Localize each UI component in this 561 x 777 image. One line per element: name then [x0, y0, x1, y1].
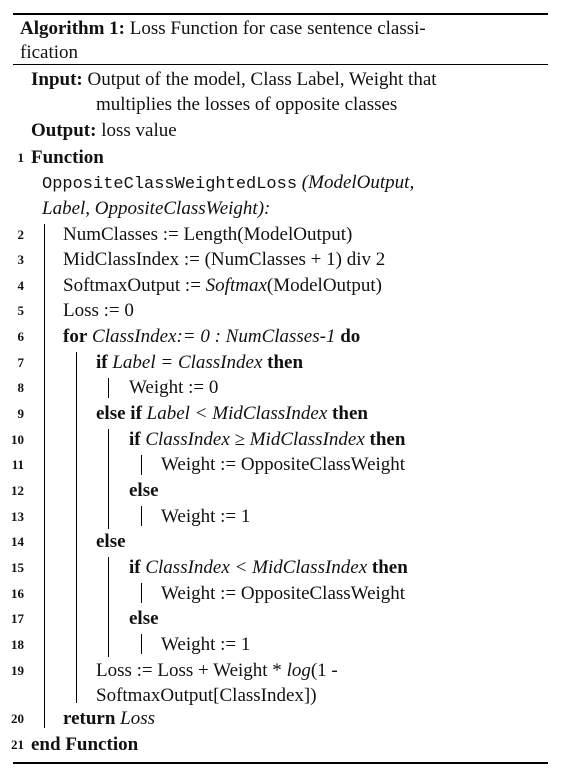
then-keyword: then — [371, 557, 408, 578]
inner-else-bar — [141, 506, 142, 526]
for-keyword: for — [63, 326, 88, 347]
line-4-a: SoftmaxOutput := — [63, 275, 206, 296]
line-16: Weight := OppositeClassWeight — [161, 583, 406, 604]
line-number: 13 — [11, 509, 24, 524]
output-label: Output: — [31, 120, 97, 141]
if-condition: ClassIndex < MidClassIndex — [145, 557, 368, 578]
line-number: 10 — [11, 432, 24, 447]
line-17: else — [129, 608, 159, 629]
line-number: 9 — [17, 406, 24, 421]
line-19-c: (1 - — [310, 660, 338, 681]
line-19-cont: SoftmaxOutput[ClassIndex]) — [96, 685, 317, 706]
input-text-cont: multiplies the losses of opposite classes — [96, 94, 398, 115]
line-number: 16 — [11, 586, 24, 601]
for-condition: ClassIndex:= 0 : NumClasses-1 — [92, 326, 336, 347]
line-18: Weight := 1 — [161, 634, 251, 655]
line-19 — [96, 659, 338, 683]
function-signature — [42, 171, 414, 197]
do-keyword: do — [340, 326, 361, 347]
input-line — [31, 68, 437, 92]
line-number: 2 — [17, 227, 24, 242]
line-number: 21 — [11, 737, 24, 752]
then-keyword: then — [267, 352, 304, 373]
line-12: else — [129, 480, 159, 501]
log-func: log — [286, 660, 311, 681]
if-keyword: if — [129, 429, 141, 450]
line-13: Weight := 1 — [161, 506, 251, 527]
line-number: 19 — [11, 663, 24, 678]
output-text: loss value — [101, 120, 177, 141]
then-keyword: then — [369, 429, 406, 450]
line-number: 8 — [17, 380, 24, 395]
line-number: 6 — [17, 329, 24, 344]
else-if-keyword: else if — [96, 403, 142, 424]
caption-text: Loss Function for case sentence classi- — [129, 18, 426, 39]
line-11: Weight := OppositeClassWeight — [161, 454, 406, 475]
else-if-condition: Label < MidClassIndex — [146, 403, 328, 424]
softmax-func: Softmax — [205, 275, 267, 296]
line-number: 7 — [17, 355, 24, 370]
line-number: 14 — [11, 534, 24, 549]
line-15 — [129, 556, 408, 580]
else-if-block-bar — [108, 429, 109, 529]
line-3: MidClassIndex := (NumClasses + 1) div 2 — [63, 249, 386, 270]
line-9 — [96, 402, 368, 426]
if-keyword: if — [96, 352, 108, 373]
line-number: 4 — [17, 278, 24, 293]
line-number: 18 — [11, 637, 24, 652]
then-keyword: then — [332, 403, 368, 424]
algorithm-caption — [20, 17, 426, 41]
bottom-rule — [13, 762, 548, 764]
input-text: Output of the model, Class Label, Weight that — [87, 69, 437, 90]
if-keyword: if — [129, 557, 141, 578]
line-10 — [129, 428, 405, 452]
line-2: NumClasses := Length(ModelOutput) — [63, 224, 353, 245]
line-19-a: Loss := Loss + Weight * — [96, 660, 287, 681]
for-block-bar — [76, 352, 77, 703]
line-5: Loss := 0 — [63, 300, 134, 321]
line-8: Weight := 0 — [129, 377, 219, 398]
output-line — [31, 119, 177, 143]
function-params: (ModelOutput, — [301, 172, 415, 193]
caption-label: Algorithm 1: — [20, 18, 126, 39]
line-20 — [63, 707, 155, 731]
function-block-bar — [44, 224, 45, 728]
caption-rule — [13, 64, 548, 65]
input-label: Input: — [31, 69, 83, 90]
function-name: OppositeClassWeightedLoss — [42, 175, 298, 194]
inner-else-bar-2 — [141, 634, 142, 654]
line-number: 12 — [11, 483, 24, 498]
function-keyword: Function — [31, 147, 104, 168]
line-7 — [96, 351, 303, 375]
line-number: 15 — [11, 560, 24, 575]
function-params-cont: Label, OppositeClassWeight): — [42, 198, 271, 219]
top-rule — [13, 13, 548, 15]
line-14: else — [96, 531, 126, 552]
line-4-c: (ModelOutput) — [266, 275, 382, 296]
line-number: 3 — [17, 252, 24, 267]
line-number: 20 — [11, 711, 24, 726]
end-function: end Function — [31, 734, 139, 755]
line-number: 5 — [17, 303, 24, 318]
line-4 — [63, 274, 382, 298]
inner-if-bar-2 — [141, 583, 142, 603]
line-6 — [63, 325, 360, 349]
return-value: Loss — [120, 708, 156, 729]
inner-if-bar — [141, 455, 142, 475]
else-block-bar — [108, 557, 109, 657]
line-number: 1 — [17, 150, 24, 165]
line-number: 17 — [11, 611, 24, 626]
caption-text-cont: fication — [20, 42, 79, 63]
line-number: 11 — [11, 457, 24, 472]
return-keyword: return — [63, 708, 116, 729]
if-block-bar — [108, 378, 109, 398]
if-condition: ClassIndex ≥ MidClassIndex — [145, 429, 365, 450]
if-condition: Label = ClassIndex — [112, 352, 263, 373]
